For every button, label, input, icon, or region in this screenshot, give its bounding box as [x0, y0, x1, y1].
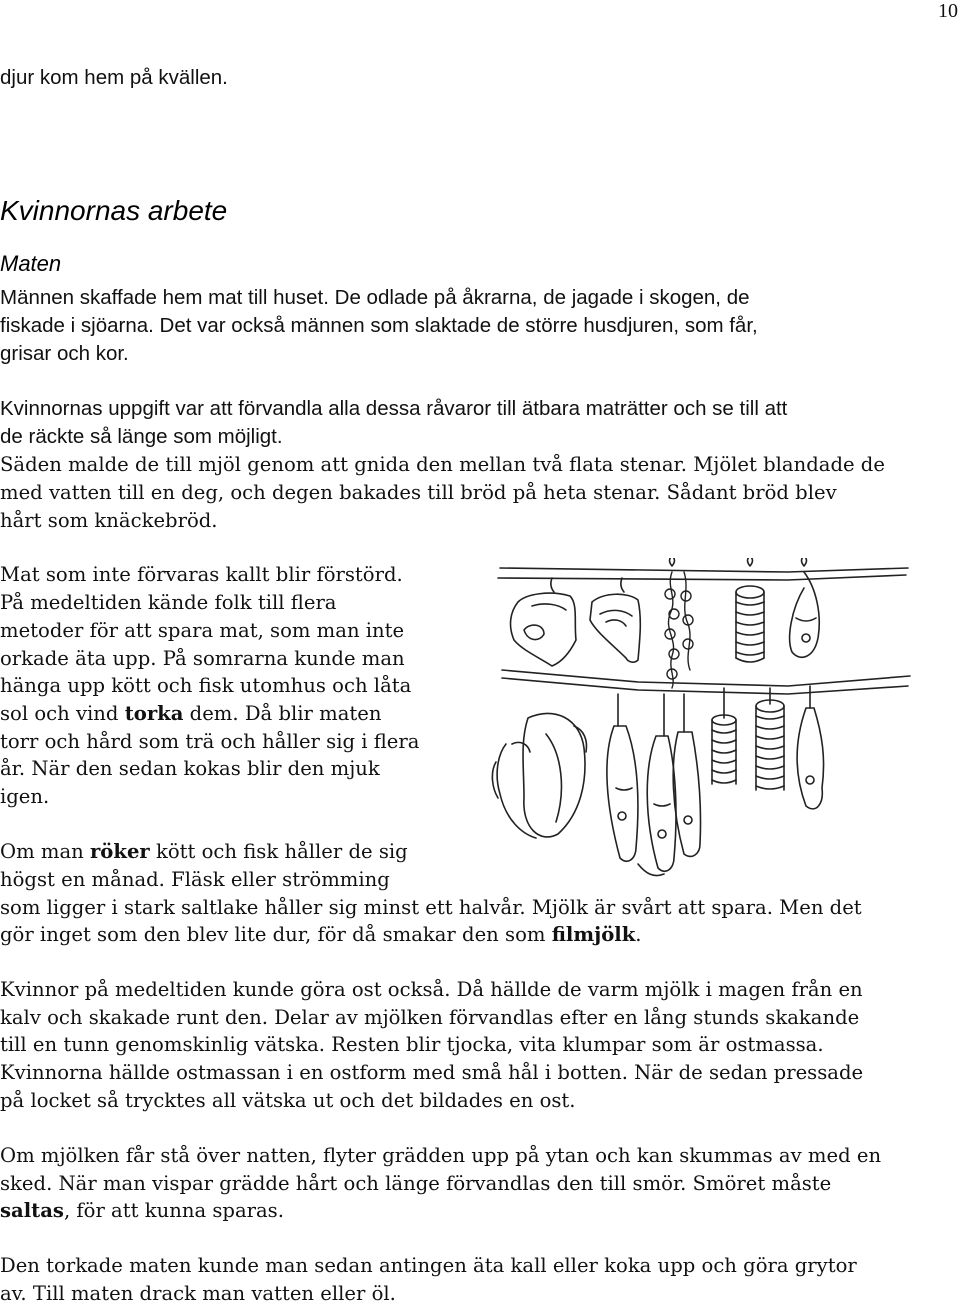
paragraph-men-food-3: grisar och kor.: [0, 342, 129, 365]
subheading: Maten: [0, 251, 62, 276]
paragraph-smoke-1: Om man röker kött och fisk håller de sig: [0, 840, 408, 863]
paragraph-cream-2: sked. När man vispar grädde hårt och länge förvandlas den till smör. Smöret måste: [0, 1172, 832, 1195]
paragraph-preserve-3: metoder för att spara mat, som man inte: [0, 619, 405, 642]
paragraph-men-food-1: Männen skaffade hem mat till huset. De odlade på åkrarna, de jagade i skogen, de: [0, 286, 750, 309]
paragraph-women-task-2: de räckte så länge som möjligt.: [0, 425, 283, 448]
section-heading: Kvinnornas arbete: [0, 195, 228, 226]
intro-line: djur kom hem på kvällen.: [0, 66, 228, 89]
paragraph-grain-3: hårt som knäckebröd.: [0, 509, 218, 532]
paragraph-preserve-4: orkade äta upp. På somrarna kunde man: [0, 647, 405, 670]
paragraph-preserve-1: Mat som inte förvaras kallt blir förstörd.: [0, 563, 403, 586]
paragraph-women-task-1: Kvinnornas uppgift var att förvandla alla dessa råvaror till ätbara maträtter och se till att: [0, 397, 788, 420]
paragraph-cream-3: saltas, för att kunna sparas.: [0, 1199, 284, 1222]
paragraph-preserve-7: torr och hård som trä och håller sig i flera: [0, 730, 420, 753]
paragraph-preserve-5: hänga upp kött och fisk utomhus och låta: [0, 674, 412, 697]
paragraph-smoke-3: som ligger i stark saltlake håller sig minst ett halvår. Mjölk är svårt att spara. Men det: [0, 896, 862, 919]
paragraph-grain-2: med vatten till en deg, och degen bakades till bröd på heta stenar. Sådant bröd blev: [0, 481, 837, 504]
paragraph-preserve-6: sol och vind torka dem. Då blir maten: [0, 702, 382, 725]
keyword-saltas: saltas: [0, 1199, 64, 1222]
paragraph-men-food-2: fiskade i sjöarna. Det var också männen som slaktade de större husdjuren, som får,: [0, 314, 758, 337]
keyword-roker: röker: [89, 840, 150, 863]
paragraph-cheese-3: till en tunn genomskinlig vätska. Resten blir tjocka, vita klumpar som är ostmassa.: [0, 1033, 824, 1056]
keyword-torka: torka: [124, 702, 184, 725]
paragraph-cheese-2: kalv och skakade runt den. Delar av mjölken förvandlas efter en lång stunds skakande: [0, 1006, 860, 1029]
paragraph-cream-1: Om mjölken får stå över natten, flyter grädden upp på ytan och kan skummas av med en: [0, 1144, 882, 1167]
paragraph-cheese-4: Kvinnorna hällde ostmassan i en ostform med små hål i botten. När de sedan pressade: [0, 1061, 864, 1084]
keyword-filmjolk: filmjölk: [551, 923, 636, 946]
paragraph-cheese-5: på locket så trycktes all vätska ut och det bildades en ost.: [0, 1089, 576, 1112]
paragraph-meal-1: Den torkade maten kunde man sedan antingen äta kall eller koka upp och göra grytor: [0, 1254, 857, 1277]
paragraph-preserve-2: På medeltiden kände folk till flera: [0, 591, 337, 614]
paragraph-cheese-1: Kvinnor på medeltiden kunde göra ost också. Då hällde de varm mjölk i magen från en: [0, 978, 863, 1001]
paragraph-smoke-4: gör inget som den blev lite dur, för då smakar den som filmjölk.: [0, 923, 642, 946]
paragraph-preserve-8: år. När den sedan kokas blir den mjuk: [0, 757, 380, 780]
paragraph-preserve-9: igen.: [0, 785, 50, 808]
drying-food-illustration: [488, 558, 918, 888]
paragraph-grain-1: Säden malde de till mjöl genom att gnida den mellan två flata stenar. Mjölet blandade de: [0, 453, 885, 476]
paragraph-meal-2: av. Till maten drack man vatten eller öl.: [0, 1282, 396, 1305]
paragraph-smoke-2: högst en månad. Fläsk eller strömming: [0, 868, 390, 891]
page-number: 10: [938, 0, 958, 22]
